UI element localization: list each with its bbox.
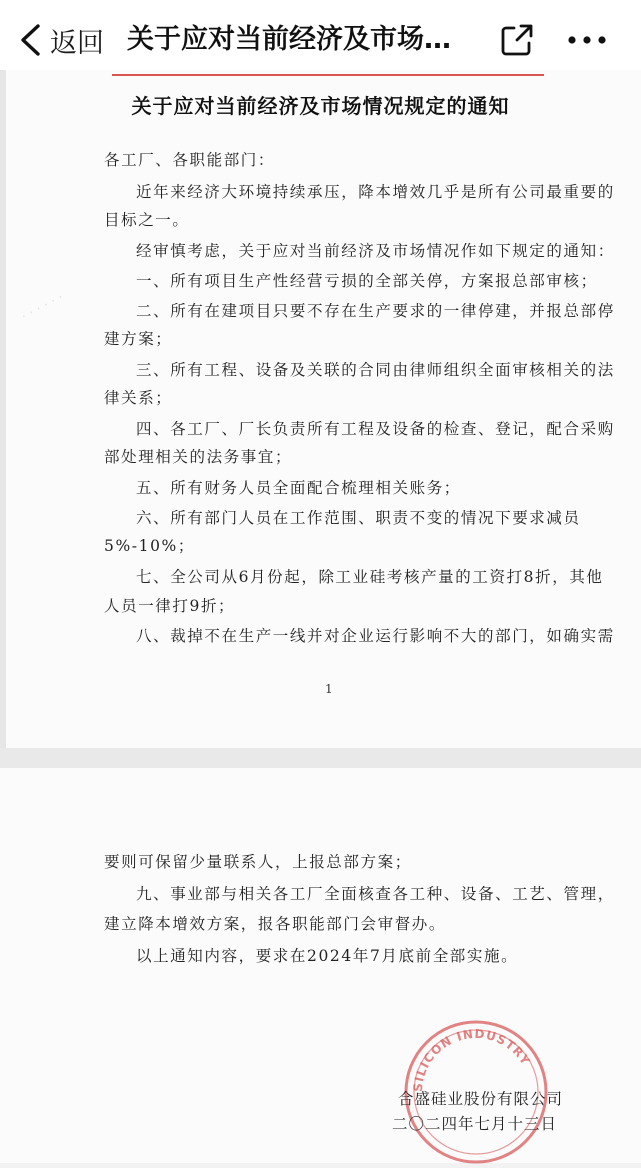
back-label: 返回 [50,27,104,59]
document-date: 二〇二四年七月十三日 [392,1115,558,1133]
doc-line: 建立降本增效方案，报各职能部门会审督办。 [104,915,447,933]
page-divider [0,748,641,768]
doc-line: 一、所有项目生产性经营亏损的全部关停，方案报总部审核； [136,272,598,290]
doc-line: 八、裁掉不在生产一线并对企业运行影响不大的部门，如确实需 [136,627,615,645]
more-dots-icon[interactable] [565,28,609,52]
back-button[interactable] [18,20,104,60]
doc-line: 人员一律打9折； [104,597,236,615]
doc-line: 以上通知内容，要求在2024年7月底前全部实施。 [136,947,519,965]
svg-text:SILICON INDUSTRY: SILICON INDUSTRY [410,1026,533,1093]
company-name: 合盛硅业股份有限公司 [398,1090,564,1108]
document-title: 关于应对当前经济及市场情况规定的通知 [131,94,510,118]
doc-line: 部处理相关的法务事宜； [104,448,293,466]
doc-line: 要则可保留少量联系人，上报总部方案； [104,853,412,871]
doc-line: 四、各工厂、厂长负责所有工程及设备的检查、登记，配合采购 [136,420,615,438]
watermark: · · · · · · [19,290,67,325]
doc-line: 建方案； [104,330,173,348]
document-page-2 [0,768,641,1163]
doc-line: 各工厂、各职能部门： [104,151,276,169]
page-number: 1 [325,682,333,696]
doc-line: 六、所有部门人员在工作范围、职责不变的情况下要求减员 [136,509,581,527]
page-title: 关于应对当前经济及市场… [127,24,451,55]
page-edge [0,70,6,748]
doc-line: 近年来经济大环境持续承压，降本增效几乎是所有公司最重要的 [136,183,615,201]
chevron-left-icon [18,23,44,57]
doc-line: 三、所有工程、设备及关联的合同由律师组织全面审核相关的法 [136,361,615,379]
nav-bar [0,0,641,78]
doc-line: 七、全公司从6月份起，除工业硅考核产量的工资打8折，其他 [136,568,604,586]
doc-line: 经审慎考虑，关于应对当前经济及市场情况作如下规定的通知： [136,242,615,260]
doc-line: 5%-10%； [104,537,195,555]
doc-line: 五、所有财务人员全面配合梳理相关账务； [136,479,461,497]
share-icon[interactable] [499,22,535,58]
header-red-rule [112,74,544,76]
doc-line: 九、事业部与相关各工厂全面核查各工种、设备、工艺、管理， [136,885,615,903]
doc-line: 律关系； [104,389,173,407]
doc-line: 二、所有在建项目只要不存在生产要求的一律停建，并报总部停 [136,302,615,320]
doc-line: 目标之一。 [104,211,190,229]
document-page-1 [0,70,641,748]
